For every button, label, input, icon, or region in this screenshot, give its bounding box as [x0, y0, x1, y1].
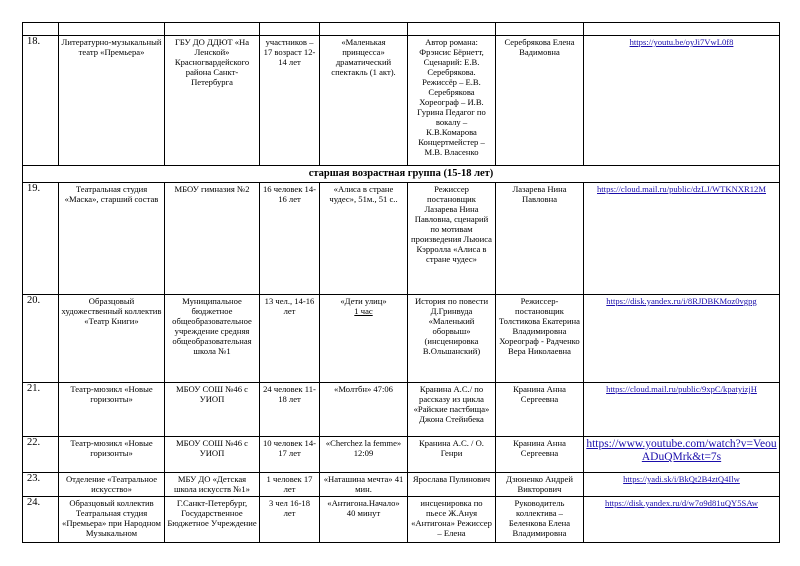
- organization: МБОУ гимназия №2: [165, 183, 260, 295]
- performance-title: [320, 295, 408, 383]
- group-name: Театр-мюзикл «Новые горизонты»: [59, 383, 165, 437]
- organization: Г.Санкт-Петербург, Государственное Бюджетное Учреждение: [165, 497, 260, 543]
- table-row: [23, 497, 780, 543]
- participants: 10 человек 14-17 лет: [260, 437, 320, 473]
- row-number: 18.: [23, 36, 59, 166]
- table-row-top-stub: [23, 23, 780, 36]
- source-credits: Ярослава Пулинович: [408, 473, 496, 497]
- video-link[interactable]: https://disk.yandex.ru/i/8RJDBKMoz0vgpg: [606, 296, 757, 306]
- leader: Кранина Анна Сергеевна: [496, 437, 584, 473]
- organization: Муниципальное бюджетное общеобразовательное учреждение средняя общеобразовательная школа №1: [165, 295, 260, 383]
- organization: ГБУ ДО ДДЮТ «На Ленской» Красногвардейского района Санкт-Петербурга: [165, 36, 260, 166]
- row-number: 19.: [23, 183, 59, 295]
- performance-title: «Маленькая принцесса» драматический спектакль (1 акт).: [320, 36, 408, 166]
- video-link[interactable]: https://www.youtube.com/watch?v=VeouADuQMrk&t=7s: [586, 438, 777, 463]
- video-link[interactable]: https://cloud.mail.ru/public/9xpC/kpatyizjH: [606, 384, 757, 394]
- table-row: [23, 383, 780, 437]
- leader: Серебрякова Елена Вадимовна: [496, 36, 584, 166]
- table-row: [23, 473, 780, 497]
- performances-table: [22, 22, 780, 543]
- performance-title: «Наташина мечта» 41 мин.: [320, 473, 408, 497]
- group-name: Отделение «Театральное искусство»: [59, 473, 165, 497]
- video-link[interactable]: https://yadi.sk/i/BkQt2B4ztQ4Ilw: [623, 474, 740, 484]
- table-row: [23, 437, 780, 473]
- row-number: 20.: [23, 295, 59, 383]
- row-number: 24.: [23, 497, 59, 543]
- table-row: [23, 183, 780, 295]
- source-credits: Кранина А.С. / О. Генри: [408, 437, 496, 473]
- leader: Руководитель коллектива – Беленкова Елена Владимировна: [496, 497, 584, 543]
- group-name: Литературно-музыкальный театр «Премьера»: [59, 36, 165, 166]
- performance-duration: 1 час: [354, 306, 373, 316]
- leader: Кранина Анна Сергеевна: [496, 383, 584, 437]
- group-name: Образцовый художественный коллектив «Театр Книги»: [59, 295, 165, 383]
- performance-title: «Молтбн» 47:06: [320, 383, 408, 437]
- performance-title-text: «Дети улиц»: [340, 296, 387, 306]
- group-name: Театр-мюзикл «Новые горизонты»: [59, 437, 165, 473]
- participants: 16 человек 14-16 лет: [260, 183, 320, 295]
- table-row: [23, 295, 780, 383]
- section-header-row: [23, 166, 780, 183]
- performance-title: «Cherchez la femme» 12:09: [320, 437, 408, 473]
- source-credits: Кранина А.С./ по рассказу из цикла «Райские пастбища» Джона Стейнбека: [408, 383, 496, 437]
- participants: 1 человек 17 лет: [260, 473, 320, 497]
- row-number: 23.: [23, 473, 59, 497]
- row-number: 22.: [23, 437, 59, 473]
- group-name: Образцовый коллектив Театральная студия «Премьера» при Народном Музыкальном: [59, 497, 165, 543]
- source-credits: инсценировка по пьесе Ж.Ануя «Антигона» Режиссер – Елена: [408, 497, 496, 543]
- participants: 3 чел 16-18 лет: [260, 497, 320, 543]
- source-credits: История по повести Д.Гринвуда «Маленький оборвыш» (инсценировка В.Ольшанский): [408, 295, 496, 383]
- participants: участников – 17 возраст 12-14 лет: [260, 36, 320, 166]
- organization: МБУ ДО «Детская школа искусств №1»: [165, 473, 260, 497]
- organization: МБОУ СОШ №46 с УИОП: [165, 383, 260, 437]
- group-name: Театральная студия «Маска», старший состав: [59, 183, 165, 295]
- section-header: старшая возрастная группа (15-18 лет): [23, 166, 780, 183]
- source-credits: Автор романа: Фрэнсис Бёрнетт, Сценарий: Е.В. Серебрякова. Режиссёр – Е.В. Серебрякова Хореограф – И.В. Гурина Педагог по вокалу – К.В.Комарова Концертмейстер – М.В. Власенко: [408, 36, 496, 166]
- video-link[interactable]: https://cloud.mail.ru/public/dzLJ/WTKNXR12M: [597, 184, 766, 194]
- performance-title: «Алиса в стране чудес», 51м., 51 с..: [320, 183, 408, 295]
- video-link[interactable]: https://youtu.be/oyJi7VwL0f8: [629, 37, 734, 47]
- leader: Лазарева Нина Павловна: [496, 183, 584, 295]
- table-row: [23, 36, 780, 166]
- leader: Режиссер-постановщик Толстикова Екатерина Владимировна Хореограф - Радченко Вера Николаевна: [496, 295, 584, 383]
- performance-title: «Антигона.Начало» 40 минут: [320, 497, 408, 543]
- video-link[interactable]: https://disk.yandex.ru/d/w7o9d81uQY5SAw: [605, 498, 758, 508]
- row-number: 21.: [23, 383, 59, 437]
- participants: 24 человек 11-18 лет: [260, 383, 320, 437]
- participants: 13 чел., 14-16 лет: [260, 295, 320, 383]
- source-credits: Режиссер постановщик Лазарева Нина Павловна, сценарий по мотивам произведения Льюиса Кэрролла «Алиса в стране чудес»: [408, 183, 496, 295]
- leader: Дзюненко Андрей Викторович: [496, 473, 584, 497]
- organization: МБОУ СОШ №46 с УИОП: [165, 437, 260, 473]
